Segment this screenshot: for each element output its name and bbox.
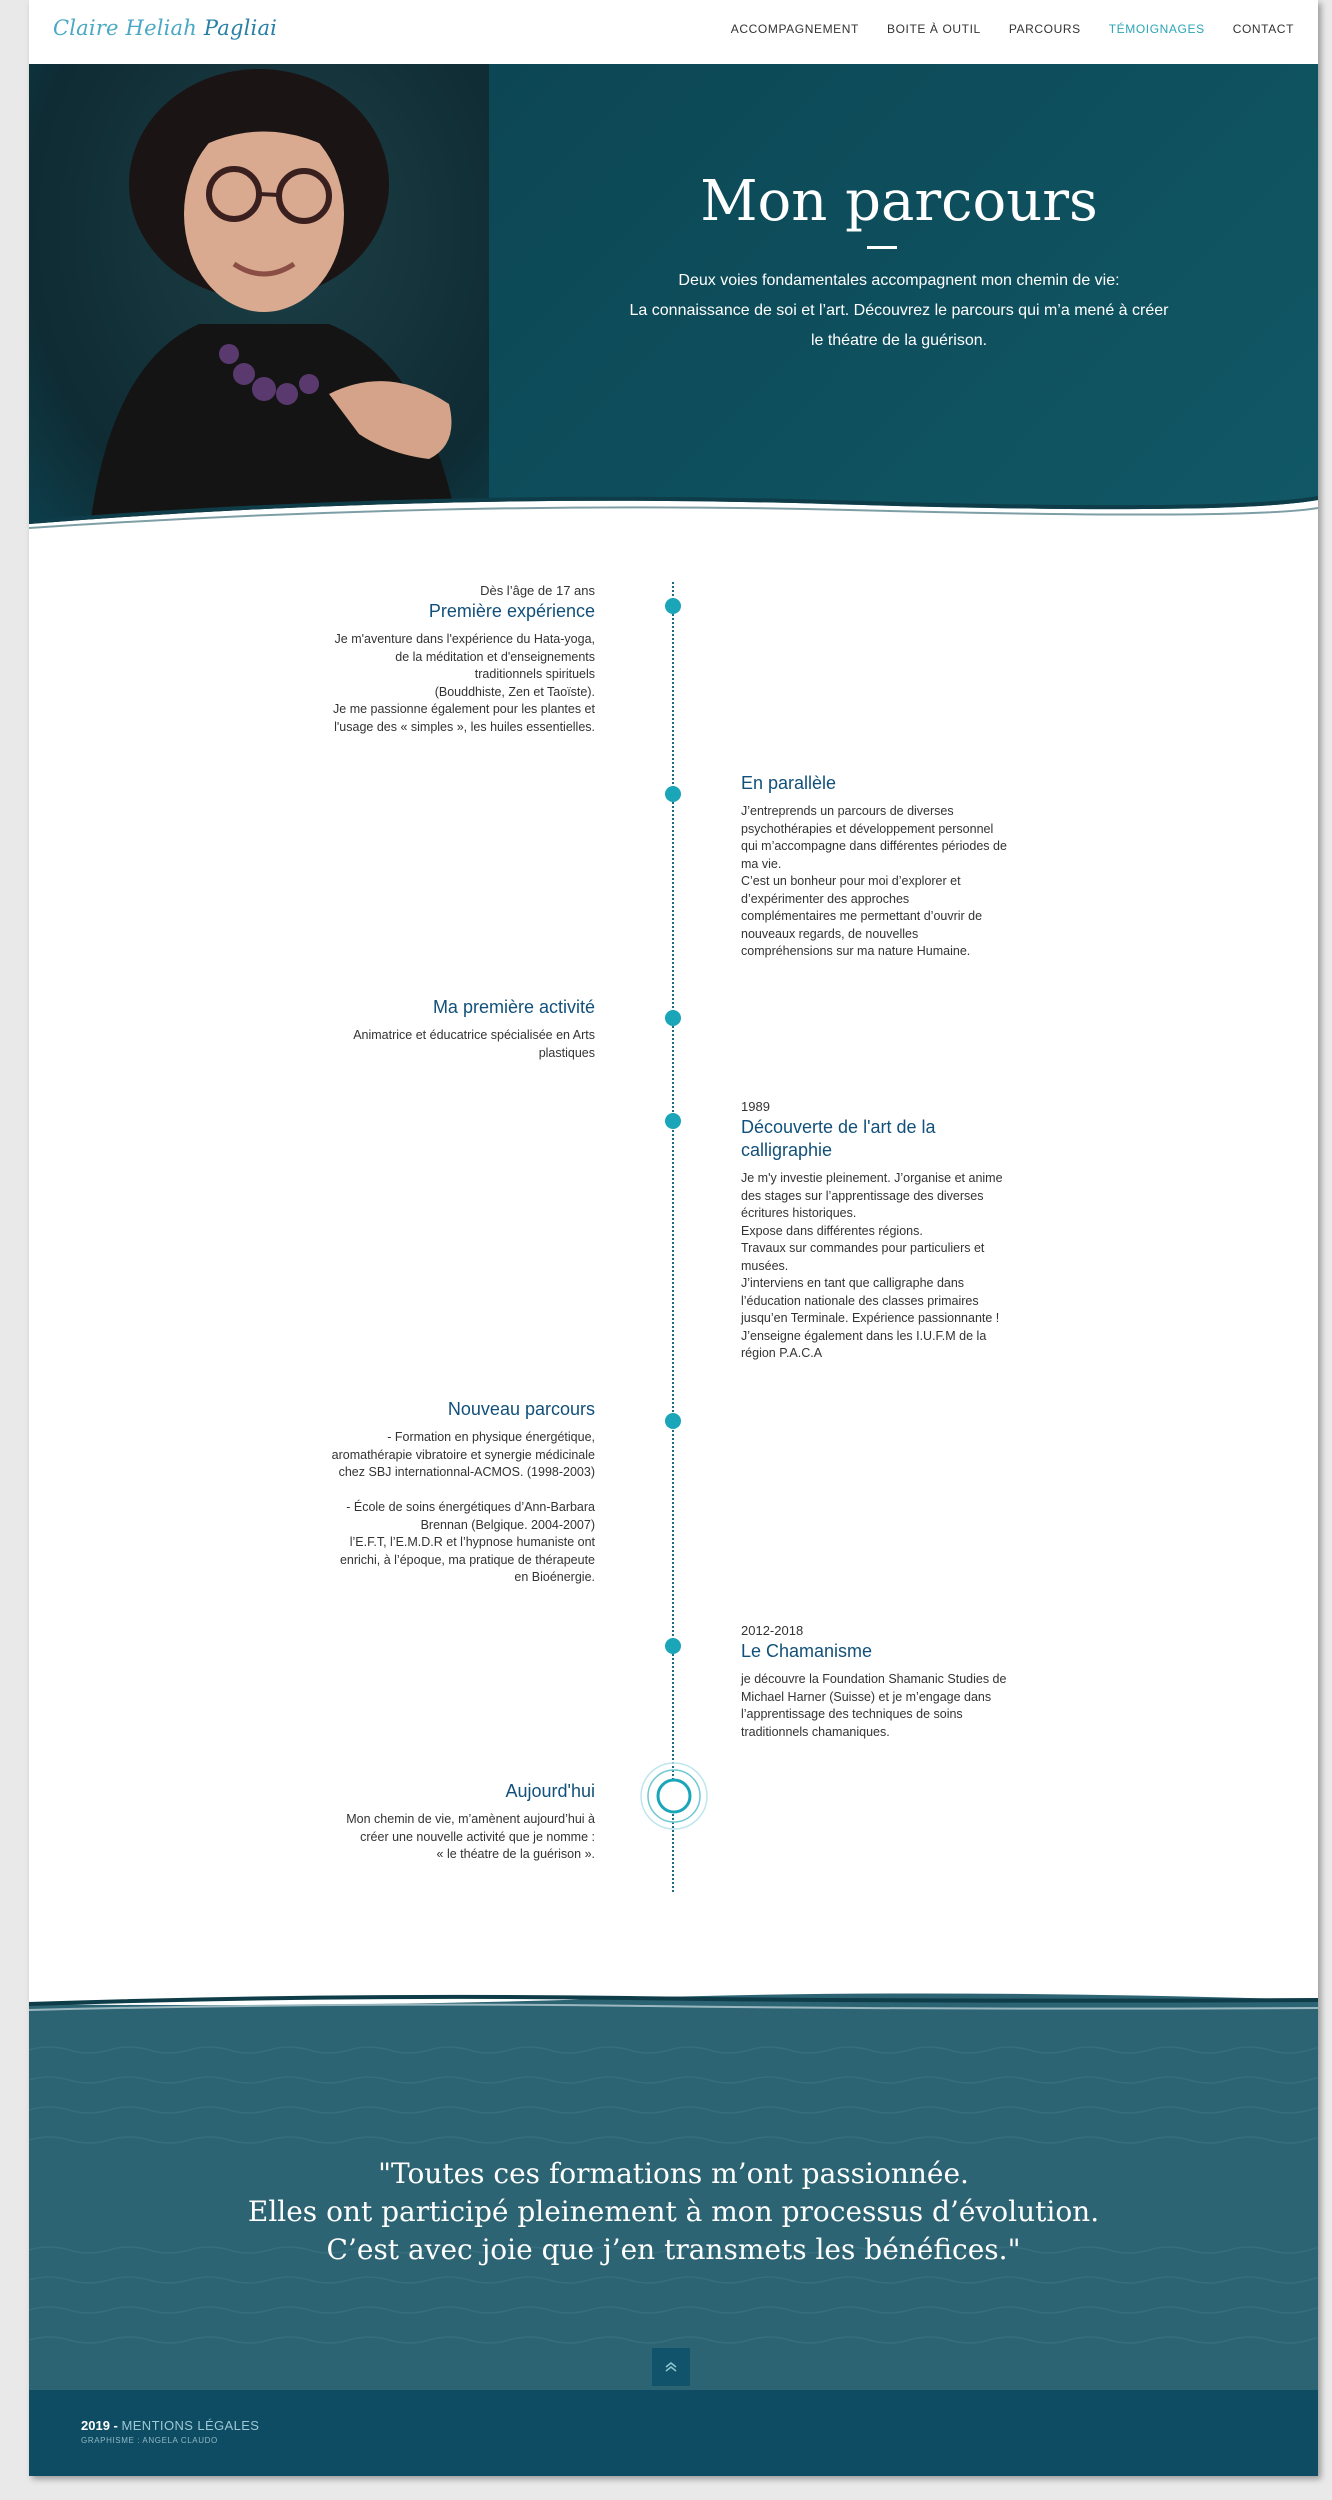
site-header — [29, 0, 1318, 64]
page — [29, 0, 1318, 2476]
timeline-target-icon — [640, 1762, 708, 1830]
timeline-entry-calligraphie — [741, 1098, 1031, 1363]
hero-wave-divider — [29, 484, 1318, 534]
nav-parcours[interactable]: PARCOURS — [1008, 22, 1081, 36]
timeline-axis — [672, 582, 674, 1892]
timeline-entry-chamanisme — [741, 1622, 1041, 1741]
quote-wave-divider — [29, 1990, 1318, 2030]
timeline-dot — [665, 1010, 681, 1026]
timeline-entry-nouveau-parcours — [295, 1398, 595, 1587]
hero-banner — [29, 64, 1318, 534]
site-footer — [29, 2390, 1318, 2476]
nav-accompagnement[interactable]: ACCOMPAGNEMENT — [730, 22, 859, 36]
timeline-year: 1989 — [741, 1099, 770, 1114]
footer-year: 2019 - — [81, 2418, 118, 2433]
timeline-body: Je m'aventure dans l'expérience du Hata-yoga, de la méditation et d'enseignements traditionnels spirituels (Bouddhiste, Zen et Taoïste). Je me passionne également pour les plantes et l'usage des « simples », les huiles essentielles. — [333, 632, 595, 734]
nav-boite-a-outil[interactable]: BOITE À OUTIL — [886, 22, 981, 36]
timeline-entry-premiere-activite — [295, 996, 595, 1062]
timeline-entry-premiere-experience — [295, 582, 595, 736]
nav-contact[interactable]: CONTACT — [1232, 22, 1294, 36]
timeline-entry-aujourdhui — [295, 1780, 595, 1864]
timeline-body: je découvre la Foundation Shamanic Studies de Michael Harner (Suisse) et je m’engage dans l’apprentissage des techniques de soins traditionnels chamaniques. — [741, 1672, 1007, 1739]
timeline-entry-en-parallele — [741, 772, 1041, 961]
hero-subtitle — [584, 266, 1214, 356]
timeline-title: Découverte de l'art de la calligraphie — [741, 1117, 936, 1160]
quote-line-1: "Toutes ces formations m’ont passionnée. — [378, 2157, 969, 2190]
timeline-year: Dès l’âge de 17 ans — [480, 583, 595, 598]
scroll-to-top-button[interactable] — [652, 2348, 690, 2386]
timeline-dot — [665, 1413, 681, 1429]
timeline-body: Animatrice et éducatrice spécialisée en Arts plastiques — [353, 1028, 595, 1060]
nav-temoignages[interactable]: TÉMOIGNAGES — [1108, 22, 1205, 36]
portrait-illustration — [29, 64, 489, 534]
timeline-title: Nouveau parcours — [447, 1399, 595, 1419]
timeline-body: J’entreprends un parcours de diverses psychothérapies et développement personnel qui m’accompagne dans différentes périodes de ma vie. C’est un bonheur pour moi d’explorer et d’expérimenter des approches complémentaires me permettant d’ouvrir de nouveaux regards, de nouvelles compréhensions sur ma nature Humaine. — [741, 804, 1007, 958]
timeline-title: Aujourd'hui — [505, 1781, 595, 1801]
timeline-title: En parallèle — [741, 773, 837, 793]
quote-text — [169, 2155, 1178, 2269]
footer-legal-line — [81, 2418, 259, 2433]
hero-subtitle-line-1: Deux voies fondamentales accompagnent mon chemin de vie: — [678, 272, 1120, 289]
timeline-title: Première expérience — [428, 601, 595, 621]
timeline-body: Je m'y investie pleinement. J’organise et anime des stages sur l’apprentissage des diverses écritures historiques. Expose dans différentes régions. Travaux sur commandes pour particuliers et musées. J’interviens en tant que calligraphe dans l’éducation nationale des classes primaires jusqu’en Terminale. Expérience passionnante ! J’enseigne également dans les I.U.F.M de la région P.A.C.A — [741, 1171, 1003, 1360]
quote-line-2: Elles ont participé pleinement à mon processus d’évolution. — [247, 2195, 1100, 2228]
main-nav — [731, 22, 1294, 36]
timeline-title: Ma première activité — [432, 997, 595, 1017]
portrait-photo — [29, 64, 489, 534]
title-divider — [867, 246, 897, 249]
timeline-title: Le Chamanisme — [741, 1641, 873, 1661]
timeline-body: Mon chemin de vie, m’amènent aujourd’hui à créer une nouvelle activité que je nomme : « le théatre de la guérison ». — [346, 1812, 595, 1861]
site-logo[interactable] — [53, 16, 277, 40]
timeline-dot — [665, 786, 681, 802]
logo-first-name: Claire Heliah — [53, 16, 197, 40]
quote-line-3: C’est avec joie que j’en transmets les bénéfices." — [326, 2233, 1021, 2266]
hero-subtitle-line-3: le théatre de la guérison. — [810, 332, 988, 349]
chevron-up-icon — [664, 2361, 678, 2373]
page-title: Mon parcours — [700, 169, 1098, 234]
timeline-dot — [665, 598, 681, 614]
timeline-year: 2012-2018 — [741, 1623, 804, 1638]
mentions-legales-link[interactable]: MENTIONS LÉGALES — [121, 2418, 260, 2433]
timeline-body: - Formation en physique énergétique, aromathérapie vibratoire et synergie médicinale chez SBJ internationnal-ACMOS. (1998-2003) - École de soins énergétiques d’Ann-Barbara Brennan (Belgique. 2004-2007) l’E.F.T, l’E.M.D.R et l’hypnose humaniste ont enrichi, à l’époque, ma pratique de thérapeute en Bioénergie. — [331, 1430, 595, 1584]
timeline-dot — [665, 1113, 681, 1129]
hero-subtitle-line-2: La connaissance de soi et l’art. Découvrez le parcours qui m’a mené à créer — [629, 302, 1169, 319]
logo-last-name: Pagliai — [203, 16, 278, 40]
timeline-dot — [665, 1638, 681, 1654]
footer-credit: GRAPHISME : ANGELA CLAUDO — [81, 2436, 218, 2445]
quote-section — [29, 1990, 1318, 2390]
